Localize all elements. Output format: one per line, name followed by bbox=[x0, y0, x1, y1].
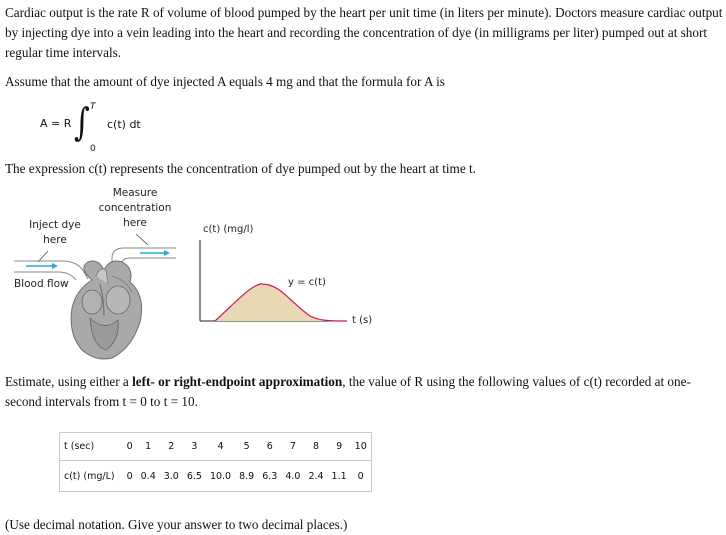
c-cell: 3.0 bbox=[160, 461, 183, 492]
c-cell: 6.3 bbox=[258, 461, 281, 492]
x-axis-label: t (s) bbox=[352, 315, 373, 326]
y-axis-label: c(t) (mg/l) bbox=[203, 224, 254, 235]
c-cell: 0 bbox=[351, 461, 372, 492]
row-label-t: t (sec) bbox=[60, 433, 123, 461]
curve-label: y = c(t) bbox=[288, 277, 326, 288]
measure-pointer bbox=[136, 234, 148, 245]
integral-sign: ∫ bbox=[73, 100, 90, 144]
row-label-c: c(t) (mg/L) bbox=[60, 461, 123, 492]
inflow-arrowhead bbox=[52, 263, 58, 269]
heart-illustration bbox=[71, 261, 142, 359]
integral-lower-limit: 0 bbox=[90, 144, 96, 154]
t-cell: 9 bbox=[328, 433, 351, 461]
c-cell: 1.1 bbox=[328, 461, 351, 492]
blood-flow-label: Blood flow bbox=[14, 278, 69, 290]
table-row-t bbox=[60, 433, 372, 461]
c-cell: 0.4 bbox=[137, 461, 160, 492]
t-cell: 0 bbox=[123, 433, 137, 461]
inlet-tube-bottom bbox=[14, 272, 76, 280]
t-cell: 10 bbox=[351, 433, 372, 461]
inject-pointer bbox=[38, 251, 48, 262]
c-cell: 2.4 bbox=[304, 461, 327, 492]
inlet-tube-top bbox=[14, 261, 88, 279]
t-cell: 3 bbox=[183, 433, 206, 461]
table-row-c bbox=[60, 461, 372, 492]
c-cell: 10.0 bbox=[206, 461, 235, 492]
c-cell: 8.9 bbox=[235, 461, 258, 492]
c-cell: 4.0 bbox=[281, 461, 304, 492]
c-cell: 0 bbox=[123, 461, 137, 492]
expression-text: The expression c(t) represents the concentration of dye pumped out by the heart at time t. bbox=[5, 161, 476, 176]
question-text: Estimate, using either a left- or right-endpoint approximation, the value of R using the following values of c(t) recorded at one-second intervals from t = 0 to t = 10. bbox=[5, 374, 691, 409]
assumption-text: Assume that the amount of dye injected A equals 4 mg and that the formula for A is bbox=[5, 74, 445, 89]
t-cell: 5 bbox=[235, 433, 258, 461]
formula-lhs: A = R bbox=[40, 117, 72, 130]
t-cell: 6 bbox=[258, 433, 281, 461]
integral-upper-limit: T bbox=[90, 102, 96, 112]
inject-dye-label: Inject dye here bbox=[29, 219, 81, 246]
t-cell: 4 bbox=[206, 433, 235, 461]
t-cell: 7 bbox=[281, 433, 304, 461]
intro-paragraph: Cardiac output is the rate R of volume of blood pumped by the heart per unit time (in liters per minute). Doctors measure cardiac output by injecting dye into a vein leading into the heart and recording the concentration of dye (in milligrams per liter) pumped out at short regular time intervals. bbox=[5, 5, 723, 60]
measure-label: Measure concentration here bbox=[98, 187, 172, 229]
t-cell: 1 bbox=[137, 433, 160, 461]
integrand: c(t) dt bbox=[107, 118, 141, 131]
data-table bbox=[59, 432, 372, 492]
t-cell: 8 bbox=[304, 433, 327, 461]
instruction-text: (Use decimal notation. Give your answer to two decimal places.) bbox=[5, 517, 348, 532]
outflow-arrowhead bbox=[164, 250, 170, 256]
c-cell: 6.5 bbox=[183, 461, 206, 492]
t-cell: 2 bbox=[160, 433, 183, 461]
